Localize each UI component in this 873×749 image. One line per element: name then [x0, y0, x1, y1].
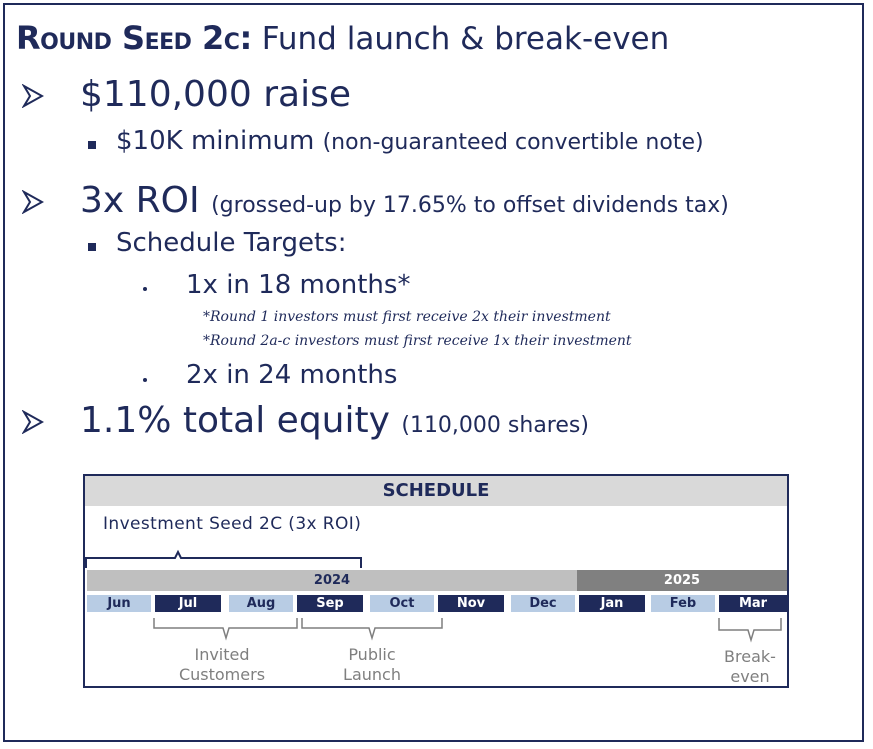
month-mar: Mar: [719, 595, 787, 612]
public-brace: [299, 616, 447, 644]
investment-label: Investment Seed 2C (3x ROI): [103, 514, 362, 534]
footnote-1: *Round 1 investors must first receive 2x their investment: [203, 309, 611, 325]
schedule-heading: SCHEDULE: [85, 476, 787, 506]
invited-line-1: Invited: [194, 645, 250, 664]
month-aug: Aug: [229, 595, 293, 612]
minimum-main: $10K minimum: [116, 126, 315, 156]
square-bullet-icon: [88, 141, 96, 149]
schedule-panel: [83, 474, 789, 688]
slide-title: [16, 18, 669, 59]
target-2: 2x in 24 months: [186, 360, 398, 390]
square-bullet-icon: [88, 243, 96, 251]
year-2025-bar: 2025: [577, 570, 787, 591]
public-launch-label: [307, 645, 437, 685]
minimum-line: [116, 126, 704, 156]
breakeven-brace: [715, 616, 787, 646]
equity-detail: (110,000 shares): [401, 413, 589, 438]
equity-line: [80, 400, 589, 441]
title-rest: Fund launch & break-even: [261, 21, 670, 57]
invited-line-2: Customers: [178, 665, 266, 684]
month-nov: Nov: [438, 595, 504, 612]
month-sep: Sep: [297, 595, 363, 612]
footnote-2: *Round 2a-c investors must first receive 1x their investment: [203, 333, 632, 349]
month-feb: Feb: [651, 595, 715, 612]
arrow-bullet-icon: [22, 84, 44, 114]
target-1: 1x in 18 months*: [186, 270, 411, 300]
month-jan: Jan: [579, 595, 645, 612]
month-jun: Jun: [87, 595, 151, 612]
equity-headline: 1.1% total equity: [80, 400, 390, 441]
roi-line: [80, 180, 729, 221]
year-2024-bar: 2024: [87, 570, 577, 591]
month-oct: Oct: [370, 595, 434, 612]
roi-detail: (grossed-up by 17.65% to offset dividends tax): [211, 193, 729, 218]
dot-bullet-icon: [143, 378, 147, 382]
breakeven-line-2: even: [730, 667, 770, 686]
investment-brace: [85, 540, 385, 570]
minimum-note: (non-guaranteed convertible note): [322, 130, 704, 155]
title-bold: Round Seed 2c:: [16, 19, 252, 57]
month-jul: Jul: [155, 595, 221, 612]
arrow-bullet-icon: [22, 410, 44, 440]
invited-brace: [151, 616, 301, 644]
invited-customers-label: [157, 645, 287, 685]
month-dec: Dec: [511, 595, 575, 612]
dot-bullet-icon: [143, 287, 147, 291]
public-line-1: Public: [348, 645, 396, 664]
targets-label: Schedule Targets:: [116, 228, 347, 258]
breakeven-label: [713, 647, 787, 687]
roi-headline: 3x ROI: [80, 180, 200, 221]
breakeven-line-1: Break-: [724, 647, 776, 666]
arrow-bullet-icon: [22, 190, 44, 220]
public-line-2: Launch: [343, 665, 401, 684]
raise-headline: $110,000 raise: [80, 74, 351, 115]
